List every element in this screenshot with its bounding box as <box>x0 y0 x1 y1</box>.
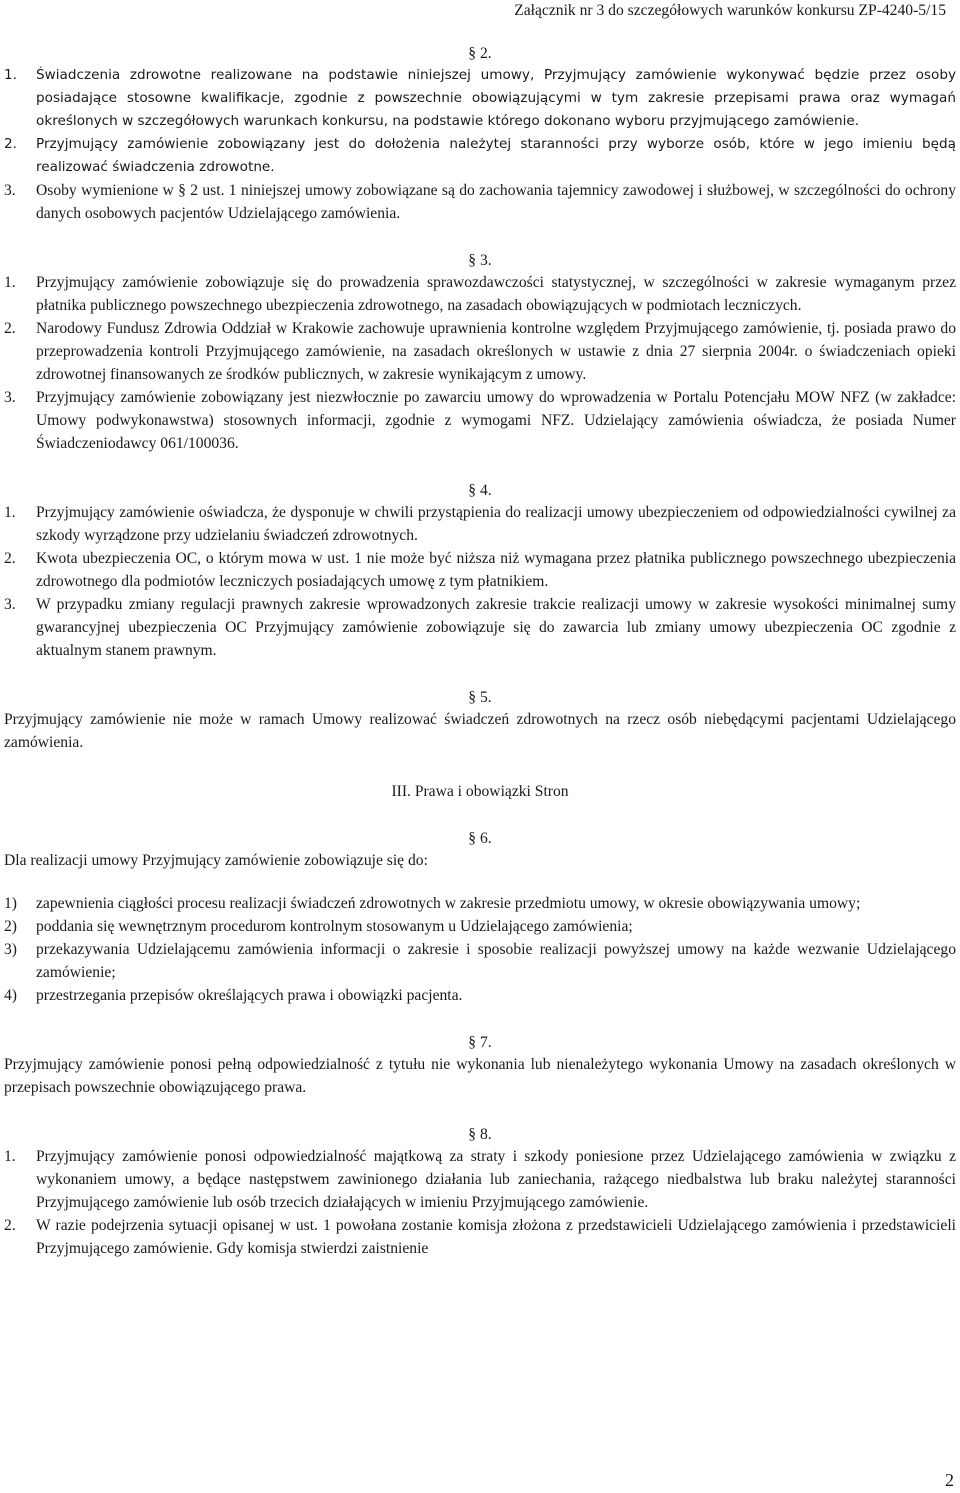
section-4-list <box>4 501 956 662</box>
item-number: 2) <box>4 918 17 935</box>
item-number: 3. <box>4 596 16 613</box>
section-5-text: Przyjmujący zamówienie nie może w ramach Umowy realizować świadczeń zdrowotnych na rzecz osób niebędącymi pacjentami Udzielającego zamówienia. <box>4 711 956 751</box>
document-body <box>4 44 956 1260</box>
item-text: przekazywania Udzielającemu zamówienia informacji o zakresie i sposobie realizacji powyższej umowy na każde wezwanie Udzielającego zamówienie; <box>36 941 956 981</box>
list-item <box>4 271 956 317</box>
item-text: zapewnienia ciągłości procesu realizacji świadczeń zdrowotnych w zakresie przedmiotu umowy, w okresie obowiązywania umowy; <box>36 895 861 912</box>
list-item <box>4 501 956 547</box>
item-number: 1. <box>4 1148 16 1165</box>
item-text: Osoby wymienione w § 2 ust. 1 niniejszej umowy zobowiązane są do zachowania tajemnicy zawodowej i służbowej, w szczególności do ochrony danych osobowych pacjentów Udzielającego zamówienia. <box>36 182 956 222</box>
section-3-list <box>4 271 956 455</box>
item-number: 1. <box>4 67 17 83</box>
item-text: Kwota ubezpieczenia OC, o którym mowa w ust. 1 nie może być niższa niż wymagana przez płatnika publicznego powszechnego ubezpieczenia zdrowotnego dla podmiotów leczniczych posiadających umowę z tym płatnikiem. <box>36 550 956 590</box>
item-text: Przyjmujący zamówienie zobowiązuje się do prowadzenia sprawozdawczości statystycznej, w szczególności w zakresie wymaganym przez płatnika publicznego powszechnego ubezpieczenia zdrowotnego, na zasadach obowiązujących w podmiotach leczniczych. <box>36 274 956 314</box>
item-number: 2. <box>4 136 17 152</box>
chapter-title: III. Prawa i obowiązki Stron <box>391 783 569 800</box>
item-text: Przyjmujący zamówienie oświadcza, że dysponuje w chwili przystąpienia do realizacji umowy ubezpieczeniem od odpowiedzialności cywilnej za szkody wyrządzone przy udzielaniu świadczeń zdrowotnych. <box>36 504 956 544</box>
item-number: 4) <box>4 987 17 1004</box>
list-item <box>4 915 956 938</box>
item-number: 1. <box>4 274 16 291</box>
list-item <box>4 386 956 455</box>
section-heading-5: § 5. <box>468 689 492 706</box>
item-number: 1. <box>4 504 16 521</box>
list-item <box>4 1214 956 1260</box>
item-number: 3) <box>4 941 17 958</box>
item-text: W razie podejrzenia sytuacji opisanej w ust. 1 powołana zostanie komisja złożona z przedstawicieli Udzielającego zamówienia i przedstawicieli Przyjmującego zamówienie. Gdy komisja stwierdzi zaistnienie <box>36 1217 956 1257</box>
list-item <box>4 1145 956 1214</box>
list-item <box>4 179 956 225</box>
attachment-header: Załącznik nr 3 do szczegółowych warunków konkursu ZP-4240-5/15 <box>514 2 946 19</box>
list-item <box>4 938 956 984</box>
section-heading-3: § 3. <box>468 252 492 269</box>
item-number: 2. <box>4 550 16 567</box>
item-number: 1) <box>4 895 17 912</box>
item-text: W przypadku zmiany regulacji prawnych zakresie wprowadzonych zakresie trakcie realizacji umowy w zakresie wysokości minimalnej sumy gwarancyjnej ubezpieczenia OC Przyjmujący zamówienie zobowiązuje się do zawarcia lub zmiany umowy ubezpieczenia OC zgodnie z aktualnym stanem prawnym. <box>36 596 956 659</box>
list-item <box>4 593 956 662</box>
item-number: 3. <box>4 182 16 199</box>
section-7-text: Przyjmujący zamówienie ponosi pełną odpowiedzialność z tytułu nie wykonania lub nienależytego wykonania Umowy na zasadach określonych w przepisach powszechnie obowiązującego prawa. <box>4 1056 956 1096</box>
section-heading-2: § 2. <box>468 45 492 62</box>
section-heading-7: § 7. <box>468 1034 492 1051</box>
list-item <box>4 133 956 179</box>
section-heading-4: § 4. <box>468 482 492 499</box>
section-heading-8: § 8. <box>468 1126 492 1143</box>
section-8-list <box>4 1145 956 1260</box>
section-6-list <box>4 892 956 1007</box>
item-text: Przyjmujący zamówienie ponosi odpowiedzialność majątkową za straty i szkody poniesione przez Udzielającego zamówienia w związku z wykonaniem umowy, a będące następstwem zawinionego działania lub zaniechania, rażącego niedbalstwa lub braku należytej staranności Przyjmującego zamówienie lub osób trzecich działających w imieniu Przyjmującego zamówienie. <box>36 1148 956 1211</box>
section-6-intro: Dla realizacji umowy Przyjmujący zamówienie zobowiązuje się do: <box>4 852 428 869</box>
item-text: przestrzegania przepisów określających prawa i obowiązki pacjenta. <box>36 987 463 1004</box>
section-2-list <box>4 64 956 225</box>
page-number: 2 <box>945 1470 954 1490</box>
item-number: 2. <box>4 320 16 337</box>
item-text: Świadczenia zdrowotne realizowane na podstawie niniejszej umowy, Przyjmujący zamówienie wykonywać będzie przez osoby posiadające stosowne kwalifikacje, zgodnie z powszechnie obowiązującymi w tym zakresie przepisami prawa oraz wymagań określonych w szczegółowych warunkach konkursu, na podstawie którego dokonano wyboru przyjmującego zamówienie. <box>36 67 956 129</box>
item-text: poddania się wewnętrznym procedurom kontrolnym stosowanym u Udzielającego zamówienia; <box>36 918 633 935</box>
list-item <box>4 317 956 386</box>
item-number: 2. <box>4 1217 16 1234</box>
list-item <box>4 984 956 1007</box>
item-text: Przyjmujący zamówienie zobowiązany jest do dołożenia należytej staranności przy wyborze osób, które w jego imieniu będą realizować świadczenia zdrowotne. <box>36 136 956 175</box>
item-text: Przyjmujący zamówienie zobowiązany jest niezwłocznie po zawarciu umowy do wprowadzenia w Portalu Potencjału MOW NFZ (w zakładce: Umowy podwykonawstwa) stosownych informacji, zgodnie z wymogami NFZ. Udzielający zamówienia oświadcza, że posiada Numer Świadczeniodawcy 061/100036. <box>36 389 956 452</box>
list-item <box>4 892 956 915</box>
item-text: Narodowy Fundusz Zdrowia Oddział w Krakowie zachowuje uprawnienia kontrolne względem Przyjmującego zamówienie, tj. posiada prawo do przeprowadzenia kontroli Przyjmującego zamówienie, na zasadach określonych w ustawie z dnia 27 sierpnia 2004r. o świadczeniach opieki zdrowotnej finansowanych ze środków publicznych, w zakresie wynikającym z umowy. <box>36 320 956 383</box>
list-item <box>4 547 956 593</box>
item-number: 3. <box>4 389 16 406</box>
list-item <box>4 64 956 133</box>
section-heading-6: § 6. <box>468 830 492 847</box>
